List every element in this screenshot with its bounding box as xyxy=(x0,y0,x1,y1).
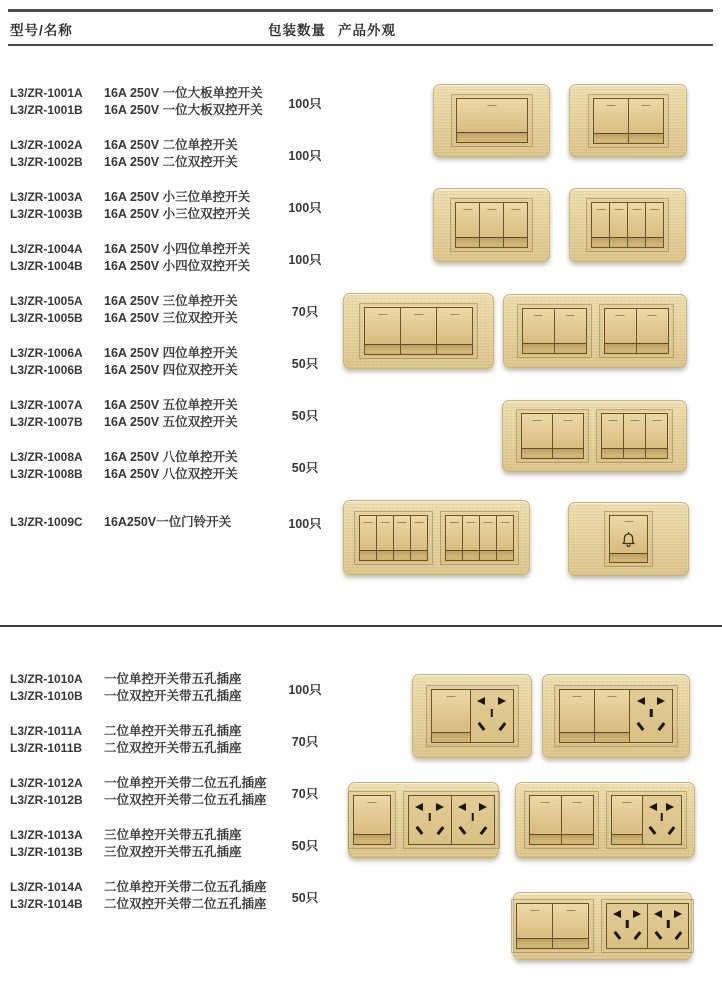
socket-neutral-slot xyxy=(674,931,682,940)
product-name: 16A 250V 小四位双控开关 xyxy=(104,259,251,273)
five-hole-socket xyxy=(470,690,513,742)
socket-live-slot xyxy=(415,826,423,835)
plate-opening xyxy=(450,198,533,252)
plate-opening xyxy=(604,511,653,567)
doorbell-icon xyxy=(619,530,638,549)
model-number-column xyxy=(10,775,102,809)
product-name: 一位单控开关带二位五孔插座 xyxy=(104,776,267,790)
product-name: 16A 250V 五位双控开关 xyxy=(104,415,238,429)
plate-1005-three-gang xyxy=(343,293,494,369)
module-gang xyxy=(601,413,668,459)
model-number-column xyxy=(10,723,102,757)
rocker-switch xyxy=(552,414,583,458)
rocker-switch xyxy=(612,796,642,844)
plate-1009-doorbell xyxy=(568,502,689,576)
product-name: 16A 250V 小三位双控开关 xyxy=(104,207,251,221)
socket-flat-pin-left-slot xyxy=(637,697,645,705)
package-quantity: 70只 xyxy=(291,787,319,801)
module-gang xyxy=(364,307,473,355)
product-name: 16A 250V 四位双控开关 xyxy=(104,363,238,377)
module-gang xyxy=(431,689,514,743)
socket-earth-slot xyxy=(650,709,653,717)
rocker-switch xyxy=(436,308,472,354)
package-quantity: 100只 xyxy=(288,517,322,531)
product-name: 三位单控开关带五孔插座 xyxy=(104,828,242,842)
rocker-switch xyxy=(522,414,552,458)
product-name: 一位单控开关带五孔插座 xyxy=(104,672,242,686)
product-name-column xyxy=(104,723,284,757)
product-name: 二位单控开关带二位五孔插座 xyxy=(104,880,267,894)
product-name-column xyxy=(104,345,284,379)
socket-flat-pin-left-slot xyxy=(649,803,657,811)
plate-face xyxy=(517,304,674,358)
plate-1007-five-gang xyxy=(502,400,687,472)
package-quantity: 50只 xyxy=(291,891,319,905)
socket-flat-pin-right-slot xyxy=(498,697,506,705)
socket-earth-slot xyxy=(428,813,431,821)
product-name: 16A 250V 一位大板单控开关 xyxy=(104,86,263,100)
five-hole-socket xyxy=(642,796,681,844)
product-name: 二位双控开关带二位五孔插座 xyxy=(104,897,267,911)
socket-live-slot xyxy=(648,826,656,835)
socket-neutral-slot xyxy=(658,722,666,731)
model-number-column xyxy=(10,85,102,119)
product-name-column xyxy=(104,85,284,119)
plate-opening xyxy=(403,791,500,849)
package-quantity: 100只 xyxy=(288,97,322,111)
header-bottom-rule xyxy=(8,44,713,46)
plate-opening xyxy=(596,409,673,463)
model-number: L3/ZR-1011B xyxy=(10,741,83,755)
socket-flat-pin-left-slot xyxy=(458,803,466,811)
socket-earth-slot xyxy=(660,813,663,821)
module-gang xyxy=(593,98,664,144)
module-gang xyxy=(521,413,584,459)
model-number: L3/ZR-1002B xyxy=(10,155,83,169)
product-name: 二位单控开关带五孔插座 xyxy=(104,724,242,738)
rocker-switch xyxy=(594,690,629,742)
rocker-switch xyxy=(479,516,496,560)
column-header-quantity: 包装数量 xyxy=(268,23,326,38)
product-name: 一位双控开关带二位五孔插座 xyxy=(104,793,267,807)
rocker-switch xyxy=(554,309,586,353)
socket-neutral-slot xyxy=(498,722,506,731)
socket-live-slot xyxy=(654,931,662,940)
module-gang xyxy=(522,308,587,354)
product-name-column xyxy=(104,241,284,275)
product-name: 16A 250V 五位单控开关 xyxy=(104,398,238,412)
package-quantity: 50只 xyxy=(291,409,319,423)
plate-face xyxy=(359,303,478,359)
rocker-switch xyxy=(609,203,627,247)
module-gang xyxy=(611,795,682,845)
plate-face xyxy=(604,511,653,567)
model-number: L3/ZR-1013B xyxy=(10,845,83,859)
plate-face xyxy=(524,791,687,849)
model-number: L3/ZR-1014B xyxy=(10,897,83,911)
plate-face xyxy=(348,791,500,849)
socket-earth-slot xyxy=(490,709,493,717)
plate-1013-3switch-socket xyxy=(515,782,695,858)
product-name: 16A 250V 三位双控开关 xyxy=(104,311,238,325)
product-name-column xyxy=(104,775,284,809)
plate-1004-four-gang-small xyxy=(569,188,686,262)
rocker-switch xyxy=(628,99,663,143)
model-number-column xyxy=(10,514,102,531)
plate-opening xyxy=(524,791,599,849)
model-number-column xyxy=(10,345,102,379)
product-name: 三位双控开关带五孔插座 xyxy=(104,845,242,859)
rocker-switch xyxy=(446,516,462,560)
module-gang xyxy=(609,515,648,563)
product-name: 16A 250V 八位单控开关 xyxy=(104,450,238,464)
model-number: L3/ZR-1009C xyxy=(10,515,83,529)
rocker-switch xyxy=(360,516,376,560)
rocker-switch xyxy=(560,690,594,742)
rocker-switch xyxy=(432,690,470,742)
plate-opening xyxy=(554,685,678,747)
model-number: L3/ZR-1011A xyxy=(10,724,83,738)
module-gang xyxy=(604,308,669,354)
rocker-switch xyxy=(457,99,527,142)
plate-face xyxy=(586,198,669,252)
model-number: L3/ZR-1006B xyxy=(10,363,83,377)
socket-flat-pin-left-slot xyxy=(654,910,662,918)
product-name: 16A 250V 二位单控开关 xyxy=(104,138,238,152)
header-top-rule xyxy=(8,9,713,12)
product-name: 一位双控开关带五孔插座 xyxy=(104,689,242,703)
package-quantity: 100只 xyxy=(288,149,322,163)
plate-opening xyxy=(586,198,669,252)
plate-1006-four-gang xyxy=(503,294,687,368)
plate-1003-three-gang-small xyxy=(433,188,550,262)
socket-flat-pin-right-slot xyxy=(479,803,487,811)
rocker-switch xyxy=(636,309,668,353)
model-number: L3/ZR-1008B xyxy=(10,467,83,481)
model-number: L3/ZR-1005B xyxy=(10,311,83,325)
five-hole-socket xyxy=(607,904,647,948)
plate-face xyxy=(588,94,669,148)
five-hole-socket xyxy=(647,904,688,948)
socket-flat-pin-left-slot xyxy=(477,697,485,705)
socket-flat-pin-left-slot xyxy=(613,910,621,918)
model-number-column xyxy=(10,449,102,483)
rocker-switch xyxy=(645,414,667,458)
plate-opening xyxy=(354,511,433,565)
module-gang xyxy=(529,795,594,845)
plate-1010-switch-socket xyxy=(412,674,532,758)
model-number-column xyxy=(10,827,102,861)
socket-neutral-slot xyxy=(633,931,641,940)
module-gang xyxy=(408,795,495,845)
module-gang xyxy=(456,98,528,143)
plate-opening xyxy=(359,303,478,359)
product-name: 16A 250V 二位双控开关 xyxy=(104,155,238,169)
socket-live-slot xyxy=(613,931,621,940)
rocker-switch xyxy=(503,203,527,247)
rocker-switch xyxy=(456,203,479,247)
rocker-switch xyxy=(561,796,593,844)
rocker-switch xyxy=(365,308,400,354)
module-gang xyxy=(353,795,391,845)
plate-1014-2switch-2socket xyxy=(513,892,692,960)
rocker-switch xyxy=(552,904,588,948)
product-name: 16A 250V 四位单控开关 xyxy=(104,346,238,360)
plate-opening xyxy=(348,791,396,849)
plate-opening xyxy=(606,791,687,849)
rocker-switch xyxy=(462,516,479,560)
plate-1012-switch-2socket xyxy=(348,782,499,858)
module-gang xyxy=(559,689,673,743)
model-number-column xyxy=(10,189,102,223)
package-quantity: 50只 xyxy=(291,461,319,475)
model-number: L3/ZR-1004A xyxy=(10,242,83,256)
module-gang xyxy=(591,202,664,248)
model-number: L3/ZR-1004B xyxy=(10,259,83,273)
plate-opening xyxy=(511,899,594,953)
product-name: 二位双控开关带五孔插座 xyxy=(104,741,242,755)
socket-live-slot xyxy=(637,722,645,731)
rocker-switch xyxy=(602,414,623,458)
product-name: 16A250V一位门铃开关 xyxy=(104,515,232,529)
model-number: L3/ZR-1008A xyxy=(10,450,83,464)
model-number: L3/ZR-1006A xyxy=(10,346,83,360)
product-name-column xyxy=(104,514,284,531)
model-number: L3/ZR-1003B xyxy=(10,207,83,221)
rocker-switch xyxy=(479,203,503,247)
rocker-switch xyxy=(393,516,410,560)
package-quantity: 70只 xyxy=(291,735,319,749)
module-gang xyxy=(606,903,689,949)
plate-1002-two-gang xyxy=(569,84,687,157)
package-quantity: 50只 xyxy=(291,839,319,853)
package-quantity: 100只 xyxy=(288,683,322,697)
socket-live-slot xyxy=(477,722,485,731)
plate-opening xyxy=(451,94,533,147)
rocker-switch xyxy=(623,414,645,458)
rocker-switch xyxy=(354,796,390,844)
module-gang xyxy=(455,202,528,248)
rocker-switch xyxy=(530,796,561,844)
model-number: L3/ZR-1014A xyxy=(10,880,83,894)
plate-face xyxy=(511,899,694,953)
plate-1011-2switch-socket xyxy=(542,674,690,758)
socket-flat-pin-left-slot xyxy=(415,803,423,811)
doorbell-button xyxy=(610,516,647,562)
plate-face xyxy=(354,511,519,565)
plate-opening xyxy=(440,511,519,565)
model-number: L3/ZR-1003A xyxy=(10,190,83,204)
socket-live-slot xyxy=(458,826,466,835)
model-number-column xyxy=(10,137,102,171)
product-name-column xyxy=(104,879,284,913)
plate-face xyxy=(516,409,673,463)
plate-opening xyxy=(426,685,519,747)
module-gang xyxy=(445,515,514,561)
socket-earth-slot xyxy=(667,920,670,928)
plate-face xyxy=(451,94,533,147)
model-number: L3/ZR-1005A xyxy=(10,294,83,308)
socket-earth-slot xyxy=(626,920,629,928)
rocker-switch xyxy=(517,904,552,948)
plate-opening xyxy=(588,94,669,148)
five-hole-socket xyxy=(629,690,672,742)
socket-earth-slot xyxy=(471,813,474,821)
column-header-model-name: 型号/名称 xyxy=(10,23,73,38)
product-name-column xyxy=(104,397,284,431)
model-number: L3/ZR-1007B xyxy=(10,415,83,429)
plate-face xyxy=(450,198,533,252)
rocker-switch xyxy=(594,99,628,143)
model-number-column xyxy=(10,293,102,327)
socket-flat-pin-right-slot xyxy=(436,803,444,811)
rocker-switch xyxy=(410,516,427,560)
model-number: L3/ZR-1013A xyxy=(10,828,83,842)
model-number-column xyxy=(10,397,102,431)
package-quantity: 50只 xyxy=(291,357,319,371)
column-header-appearance: 产品外观 xyxy=(338,23,396,38)
rocker-switch xyxy=(376,516,393,560)
five-hole-socket xyxy=(451,796,494,844)
product-name: 16A 250V 八位双控开关 xyxy=(104,467,238,481)
socket-neutral-slot xyxy=(479,826,487,835)
plate-1001-one-gang-big xyxy=(433,84,550,157)
five-hole-socket xyxy=(409,796,451,844)
model-number: L3/ZR-1001B xyxy=(10,103,83,117)
socket-neutral-slot xyxy=(436,826,444,835)
rocker-switch xyxy=(645,203,663,247)
socket-flat-pin-right-slot xyxy=(674,910,682,918)
model-number: L3/ZR-1007A xyxy=(10,398,83,412)
model-number: L3/ZR-1010B xyxy=(10,689,83,703)
plate-opening xyxy=(599,304,674,358)
plate-opening xyxy=(601,899,694,953)
product-name-column xyxy=(104,189,284,223)
package-quantity: 70只 xyxy=(291,305,319,319)
product-name: 16A 250V 三位单控开关 xyxy=(104,294,238,308)
plate-opening xyxy=(516,409,589,463)
rocker-switch xyxy=(592,203,609,247)
socket-flat-pin-right-slot xyxy=(657,697,665,705)
plate-face xyxy=(554,685,678,747)
socket-flat-pin-right-slot xyxy=(633,910,641,918)
plate-1008-eight-gang xyxy=(343,500,530,575)
product-name: 16A 250V 小三位单控开关 xyxy=(104,190,251,204)
package-quantity: 100只 xyxy=(288,201,322,215)
section-divider xyxy=(0,625,722,627)
rocker-switch xyxy=(627,203,645,247)
model-number-column xyxy=(10,671,102,705)
package-quantity: 100只 xyxy=(288,253,322,267)
plate-face xyxy=(426,685,519,747)
product-name-column xyxy=(104,827,284,861)
model-number: L3/ZR-1012A xyxy=(10,776,83,790)
socket-neutral-slot xyxy=(667,826,675,835)
rocker-switch xyxy=(605,309,636,353)
model-number: L3/ZR-1001A xyxy=(10,86,83,100)
model-number: L3/ZR-1002A xyxy=(10,138,83,152)
product-name-column xyxy=(104,137,284,171)
product-name-column xyxy=(104,671,284,705)
model-number: L3/ZR-1010A xyxy=(10,672,83,686)
product-name: 16A 250V 一位大板双控开关 xyxy=(104,103,263,117)
module-gang xyxy=(516,903,589,949)
rocker-switch xyxy=(496,516,513,560)
module-gang xyxy=(359,515,428,561)
socket-flat-pin-right-slot xyxy=(666,803,674,811)
rocker-switch xyxy=(523,309,554,353)
product-name-column xyxy=(104,449,284,483)
model-number: L3/ZR-1012B xyxy=(10,793,83,807)
plate-opening xyxy=(517,304,592,358)
rocker-switch xyxy=(400,308,436,354)
model-number-column xyxy=(10,879,102,913)
model-number-column xyxy=(10,241,102,275)
product-name-column xyxy=(104,293,284,327)
product-name: 16A 250V 小四位单控开关 xyxy=(104,242,251,256)
